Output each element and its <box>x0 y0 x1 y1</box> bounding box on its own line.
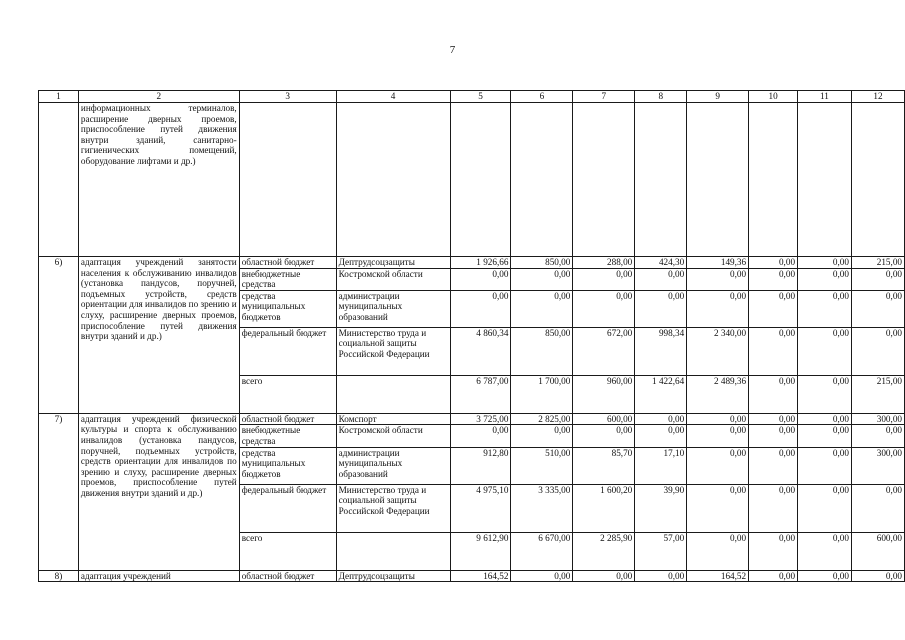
amount-cell: 288,00 <box>573 257 635 269</box>
empty-cell <box>635 103 687 257</box>
amount-cell: 0,00 <box>687 425 749 447</box>
table-row <box>39 413 905 425</box>
executor-cell: администрации муниципальных образований <box>336 290 450 327</box>
amount-cell: 0,00 <box>749 532 798 570</box>
empty-cell <box>851 103 904 257</box>
amount-cell: 85,70 <box>573 447 635 484</box>
funding-source-cell: областной бюджет <box>239 257 336 269</box>
amount-cell: 0,00 <box>851 290 904 327</box>
executor-cell: Костромской области <box>336 425 450 447</box>
amount-cell: 2 825,00 <box>511 413 573 425</box>
amount-cell: 0,00 <box>798 532 852 570</box>
row-number-cell: 8) <box>39 570 79 582</box>
amount-cell: 0,00 <box>749 290 798 327</box>
page-number: 7 <box>449 44 456 56</box>
amount-cell: 57,00 <box>635 532 687 570</box>
amount-cell: 0,00 <box>798 570 852 582</box>
amount-cell: 672,00 <box>573 327 635 375</box>
amount-cell: 0,00 <box>798 447 852 484</box>
row-number-cell: 6) <box>39 257 79 414</box>
amount-cell: 0,00 <box>851 425 904 447</box>
empty-cell <box>450 103 511 257</box>
amount-cell: 510,00 <box>511 447 573 484</box>
measure-description: адаптация учреждений физической культуры и спорта к обслуживанию инвалидов (установка пандусов, поручней, подъемных устройств, средств ориентации для инвалидов по зрению и слуху, расширение дверных проемов, приспособление путей движения внутри зданий и др.) <box>78 413 239 570</box>
amount-cell: 164,52 <box>450 570 511 582</box>
amount-cell: 0,00 <box>687 532 749 570</box>
funding-source-cell: всего <box>239 375 336 413</box>
column-header: 6 <box>511 91 573 103</box>
column-header: 8 <box>635 91 687 103</box>
amount-cell: 0,00 <box>511 425 573 447</box>
column-header: 3 <box>239 91 336 103</box>
executor-cell: Министерство труда и социальной защиты Российской Федерации <box>336 484 450 532</box>
amount-cell: 0,00 <box>450 290 511 327</box>
funding-source-cell: областной бюджет <box>239 570 336 582</box>
amount-cell: 0,00 <box>687 413 749 425</box>
amount-cell: 215,00 <box>851 375 904 413</box>
column-header: 7 <box>573 91 635 103</box>
amount-cell: 0,00 <box>798 290 852 327</box>
amount-cell: 0,00 <box>635 570 687 582</box>
empty-cell <box>749 103 798 257</box>
amount-cell: 0,00 <box>798 257 852 269</box>
amount-cell: 0,00 <box>798 375 852 413</box>
amount-cell: 149,36 <box>687 257 749 269</box>
amount-cell: 0,00 <box>573 290 635 327</box>
amount-cell: 0,00 <box>749 570 798 582</box>
funding-source-cell: федеральный бюджет <box>239 484 336 532</box>
executor-cell: Комспорт <box>336 413 450 425</box>
executor-cell: администрации муниципальных образований <box>336 447 450 484</box>
amount-cell: 0,00 <box>635 413 687 425</box>
amount-cell: 6 787,00 <box>450 375 511 413</box>
funding-source-cell: областной бюджет <box>239 413 336 425</box>
empty-cell <box>239 103 336 257</box>
amount-cell: 600,00 <box>573 413 635 425</box>
amount-cell: 0,00 <box>749 413 798 425</box>
column-header: 2 <box>78 91 239 103</box>
amount-cell: 0,00 <box>749 257 798 269</box>
amount-cell: 17,10 <box>635 447 687 484</box>
amount-cell: 0,00 <box>450 268 511 290</box>
amount-cell: 215,00 <box>851 257 904 269</box>
executor-cell <box>336 375 450 413</box>
table-row <box>39 570 905 582</box>
amount-cell: 600,00 <box>851 532 904 570</box>
column-header: 1 <box>39 91 79 103</box>
amount-cell: 912,80 <box>450 447 511 484</box>
funding-source-cell: внебюджетные средства <box>239 268 336 290</box>
amount-cell: 998,34 <box>635 327 687 375</box>
continuation-description: информационных терминалов, расширение дверных проемов, приспособление путей движения внутри зданий, санитарно-гигиенических помещений, оборудование лифтами и др.) <box>78 103 239 257</box>
amount-cell: 0,00 <box>851 484 904 532</box>
amount-cell: 850,00 <box>511 327 573 375</box>
amount-cell: 1 600,20 <box>573 484 635 532</box>
amount-cell: 2 340,00 <box>687 327 749 375</box>
amount-cell: 300,00 <box>851 447 904 484</box>
executor-cell: Дептрудсоцзащиты <box>336 570 450 582</box>
funding-source-cell: внебюджетные средства <box>239 425 336 447</box>
amount-cell: 0,00 <box>851 570 904 582</box>
amount-cell: 0,00 <box>749 447 798 484</box>
amount-cell: 0,00 <box>635 268 687 290</box>
funding-source-cell: всего <box>239 532 336 570</box>
measure-description: адаптация учреждений занятости населения к обслуживанию инвалидов (установка пандусов, поручней, подъемных устройств, средств ориентации для инвалидов по зрению и слуху, расширение дверных проемов, приспособление путей движения внутри зданий и др.) <box>78 257 239 414</box>
amount-cell: 0,00 <box>687 484 749 532</box>
funding-source-cell: средства муниципальных бюджетов <box>239 447 336 484</box>
amount-cell: 0,00 <box>851 268 904 290</box>
funding-source-cell: федеральный бюджет <box>239 327 336 375</box>
amount-cell: 0,00 <box>798 484 852 532</box>
amount-cell: 164,52 <box>687 570 749 582</box>
amount-cell: 0,00 <box>450 425 511 447</box>
row-number-cell <box>39 103 79 257</box>
empty-cell <box>511 103 573 257</box>
amount-cell: 2 285,90 <box>573 532 635 570</box>
amount-cell: 0,00 <box>573 268 635 290</box>
column-header: 5 <box>450 91 511 103</box>
amount-cell: 39,90 <box>635 484 687 532</box>
budget-table <box>38 90 905 582</box>
amount-cell: 0,00 <box>687 268 749 290</box>
row-number-cell: 7) <box>39 413 79 570</box>
column-header: 4 <box>336 91 450 103</box>
funding-source-cell: средства муниципальных бюджетов <box>239 290 336 327</box>
amount-cell: 2 489,36 <box>687 375 749 413</box>
amount-cell: 4 860,34 <box>450 327 511 375</box>
amount-cell: 0,00 <box>511 290 573 327</box>
amount-cell: 0,00 <box>749 425 798 447</box>
amount-cell: 0,00 <box>851 327 904 375</box>
amount-cell: 960,00 <box>573 375 635 413</box>
amount-cell: 0,00 <box>798 425 852 447</box>
amount-cell: 0,00 <box>749 375 798 413</box>
amount-cell: 850,00 <box>511 257 573 269</box>
amount-cell: 0,00 <box>635 425 687 447</box>
empty-cell <box>798 103 852 257</box>
amount-cell: 4 975,10 <box>450 484 511 532</box>
amount-cell: 9 612,90 <box>450 532 511 570</box>
amount-cell: 0,00 <box>798 268 852 290</box>
column-header: 12 <box>851 91 904 103</box>
executor-cell: Министерство труда и социальной защиты Российской Федерации <box>336 327 450 375</box>
amount-cell: 0,00 <box>749 484 798 532</box>
amount-cell: 0,00 <box>798 413 852 425</box>
amount-cell: 3 725,00 <box>450 413 511 425</box>
amount-cell: 300,00 <box>851 413 904 425</box>
amount-cell: 6 670,00 <box>511 532 573 570</box>
measure-description: адаптация учреждений <box>78 570 239 582</box>
amount-cell: 424,30 <box>635 257 687 269</box>
amount-cell: 0,00 <box>511 268 573 290</box>
amount-cell: 0,00 <box>635 290 687 327</box>
amount-cell: 0,00 <box>573 425 635 447</box>
amount-cell: 0,00 <box>798 327 852 375</box>
amount-cell: 0,00 <box>687 447 749 484</box>
empty-cell <box>573 103 635 257</box>
amount-cell: 1 926,66 <box>450 257 511 269</box>
amount-cell: 0,00 <box>573 570 635 582</box>
executor-cell: Костромской области <box>336 268 450 290</box>
empty-cell <box>687 103 749 257</box>
column-header: 11 <box>798 91 852 103</box>
amount-cell: 0,00 <box>511 570 573 582</box>
column-number-row <box>39 91 905 103</box>
amount-cell: 1 422,64 <box>635 375 687 413</box>
executor-cell: Дептрудсоцзащиты <box>336 257 450 269</box>
empty-cell <box>336 103 450 257</box>
continuation-row <box>39 103 905 257</box>
amount-cell: 1 700,00 <box>511 375 573 413</box>
amount-cell: 3 335,00 <box>511 484 573 532</box>
column-header: 9 <box>687 91 749 103</box>
executor-cell <box>336 532 450 570</box>
column-header: 10 <box>749 91 798 103</box>
amount-cell: 0,00 <box>749 327 798 375</box>
table-row <box>39 257 905 269</box>
amount-cell: 0,00 <box>749 268 798 290</box>
amount-cell: 0,00 <box>687 290 749 327</box>
